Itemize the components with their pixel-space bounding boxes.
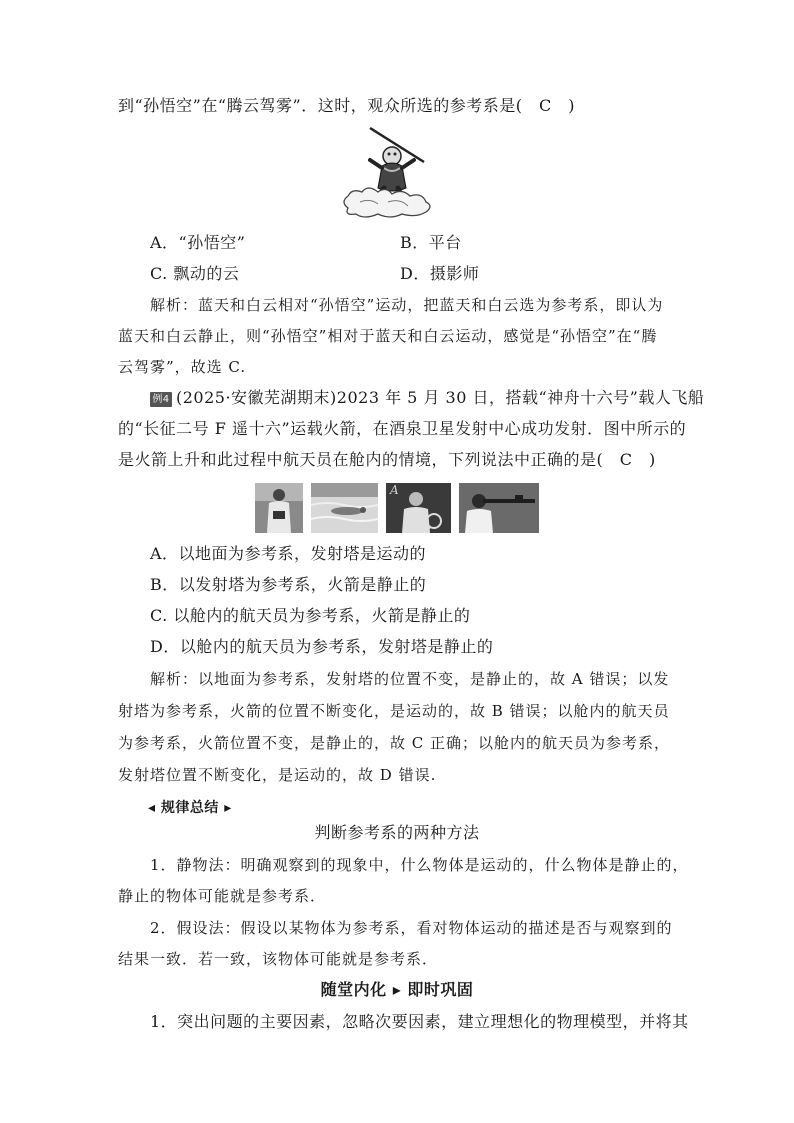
runner-image [255, 483, 303, 533]
photo-shooter [459, 483, 539, 533]
q3-option-d: D．摄影师 [400, 264, 480, 283]
q3-analysis-line-1: 解析：蓝天和白云相对“孙悟空”运动，把蓝天和白云选为参考系，即认为 [150, 296, 664, 314]
example4-stem-line-1 [150, 388, 705, 408]
q3-option-c: C. 飘动的云 [150, 264, 240, 283]
shooter-image [459, 483, 539, 533]
monkey-king-illustration [330, 122, 448, 222]
example4-analysis-line-3: 为参考系，火箭位置不变，是静止的，故 C 正确；以舱内的航天员为参考系， [118, 734, 671, 752]
q3-analysis-line-2: 蓝天和白云静止，则“孙悟空”相对于蓝天和白云运动，感觉是“孙悟空”在“腾 [118, 327, 658, 345]
summary-item-2-line-2: 结果一致．若一致，该物体可能就是参考系． [118, 950, 439, 968]
photo-tennis-player [386, 483, 451, 533]
rule-summary-title: 判断参考系的两种方法 [314, 823, 480, 842]
example-badge: 例4 [150, 392, 172, 407]
example4-option-d: D．以舱内的航天员为参考系，发射塔是静止的 [150, 637, 494, 656]
example4-option-c: C. 以舱内的航天员为参考系，火箭是静止的 [150, 606, 471, 625]
example4-stem-text: (2025·安徽芜湖期末)2023 年 5 月 30 日，搭载“神舟十六号”载人飞船 [176, 388, 705, 407]
tennis-player-image [386, 483, 451, 533]
example4-option-a: A．以地面为参考系，发射塔是运动的 [150, 544, 427, 563]
example4-option-b: B．以发射塔为参考系，火箭是静止的 [150, 575, 427, 594]
example4-stem-line-3: 是火箭上升和此过程中航天员在舱内的情境，下列说法中正确的是( C ) [118, 450, 656, 469]
monkey-king-figure [330, 122, 448, 222]
summary-item-2-line-1: 2．假设法：假设以某物体为参考系，看对物体运动的描述是否与观察到的 [150, 919, 673, 937]
summary-item-1-line-1: 1．静物法：明确观察到的现象中，什么物体是运动的，什么物体是静止的， [150, 856, 689, 874]
section-title: 随堂内化 ▸ 即时巩固 [320, 980, 474, 999]
example4-analysis-line-1: 解析：以地面为参考系，发射塔的位置不变，是静止的，故 A 错误；以发 [150, 670, 670, 688]
q3-stem-tail: 到“孙悟空”在“腾云驾雾”．这时，观众所选的参考系是( C ) [118, 96, 575, 115]
q3-option-a: A．“孙悟空” [150, 233, 246, 252]
photo-runner [255, 483, 303, 533]
rule-summary-header: ◂ 规律总结 ▸ [148, 800, 232, 816]
example4-analysis-line-2: 射塔为参考系，火箭的位置不断变化，是运动的，故 B 错误；以舱内的航天员 [118, 702, 670, 720]
example4-analysis-line-4: 发射塔位置不断变化，是运动的，故 D 错误. [118, 766, 437, 784]
photo-swimmer [311, 483, 378, 533]
question-1-start: 1．突出问题的主要因素，忽略次要因素，建立理想化的物理模型，并将其 [150, 1012, 689, 1031]
photo-overlay-text: A [390, 483, 399, 497]
example4-stem-line-2: 的“长征二号 F 遥十六”运载火箭，在酒泉卫星发射中心成功发射．图中所示的 [118, 419, 687, 438]
swimmer-image [311, 483, 378, 533]
q3-option-b: B．平台 [400, 233, 462, 252]
summary-item-1-line-2: 静止的物体可能就是参考系． [118, 887, 327, 905]
q3-analysis-line-3: 云驾雾”，故选 C. [118, 358, 247, 376]
